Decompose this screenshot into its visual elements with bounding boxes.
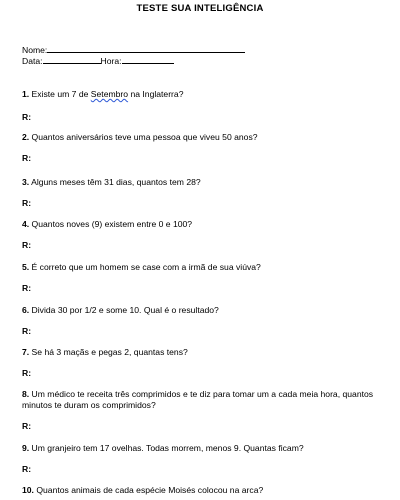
question-text: Quantos noves (9) existem entre 0 e 100? (29, 219, 193, 229)
question-3 (22, 177, 201, 188)
question-number: 9. (22, 443, 30, 453)
question-number: 5. (22, 262, 30, 272)
question-6 (22, 305, 219, 316)
question-text: Divida 30 por 1/2 e some 10. Qual é o resultado? (29, 305, 219, 315)
name-label: Nome: (22, 45, 48, 55)
answer-2: R: (22, 153, 32, 163)
question-2 (22, 132, 258, 143)
question-number: 8. (22, 389, 30, 399)
answer-4: R: (22, 240, 32, 250)
question-text: Um médico te receita três comprimidos e te diz para tomar um a cada meia hora, quantos minutos te duram os comprimidos? (22, 389, 374, 410)
question-7 (22, 347, 188, 358)
question-number: 6. (22, 305, 30, 315)
question-number: 7. (22, 347, 30, 357)
question-text: Quantos aniversários teve uma pessoa que viveu 50 anos? (29, 132, 258, 142)
answer-5: R: (22, 283, 32, 293)
question-number: 10. (22, 485, 34, 495)
answer-3: R: (22, 198, 32, 208)
hour-label: Hora: (100, 56, 122, 66)
answer-7: R: (22, 368, 32, 378)
question-1 (22, 89, 183, 100)
date-label: Data: (22, 56, 43, 66)
spellcheck-word: Setembro (90, 89, 129, 99)
question-text: É correto que um homem se case com a irmã de sua viúva? (29, 262, 261, 272)
question-text: Alguns meses têm 31 dias, quantos tem 28? (29, 177, 201, 187)
question-text: Existe um 7 de (29, 89, 91, 99)
document-title: TESTE SUA INTELIGÊNCIA (136, 3, 264, 14)
question-number: 4. (22, 219, 30, 229)
answer-6: R: (22, 326, 32, 336)
answer-8: R: (22, 421, 32, 431)
question-10 (22, 485, 263, 496)
question-5 (22, 262, 261, 273)
answer-9: R: (22, 464, 32, 474)
question-8 (22, 389, 392, 411)
answer-1: R: (22, 112, 32, 122)
name-blank (47, 44, 245, 53)
question-9 (22, 443, 304, 454)
question-text: Se há 3 maçãs e pegas 2, quantas tens? (29, 347, 188, 357)
question-text: Quantos animais de cada espécie Moisés colocou na arca? (33, 485, 264, 495)
date-blank (43, 55, 101, 64)
question-number: 1. (22, 89, 30, 99)
question-number: 3. (22, 177, 30, 187)
question-text: Um granjeiro tem 17 ovelhas. Todas morrem, menos 9. Quantas ficam? (29, 443, 304, 453)
question-text: na Inglaterra? (128, 89, 184, 99)
question-4 (22, 219, 192, 230)
hour-blank (122, 55, 174, 64)
question-number: 2. (22, 132, 30, 142)
date-hour-line (22, 55, 174, 67)
